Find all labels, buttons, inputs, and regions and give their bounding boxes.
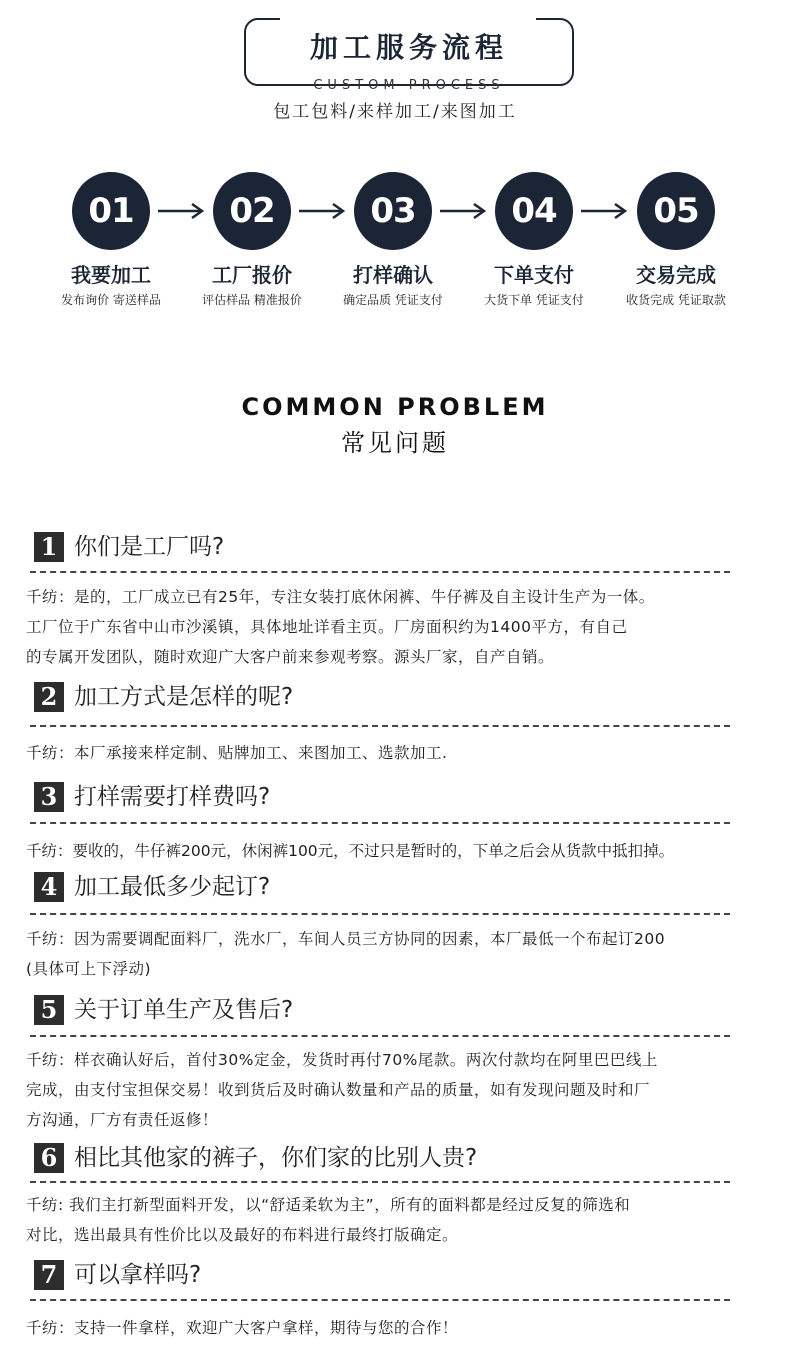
step-desc-1: 发布询价 寄送样品	[61, 293, 161, 307]
faq-item-6	[26, 1143, 774, 1250]
dashed-divider	[30, 1035, 730, 1037]
step-number-1: 01	[72, 172, 150, 250]
faq-question: 加工方式是怎样的呢?	[74, 684, 294, 710]
arrow-right-icon	[581, 200, 629, 222]
faq-item-4	[26, 872, 774, 984]
step-number-3: 03	[354, 172, 432, 250]
faq-item-3	[26, 782, 774, 866]
faq-item-1	[26, 532, 774, 672]
faq-answer	[26, 738, 774, 768]
faq-number-badge: 7	[34, 1260, 64, 1290]
step-title-2: 工厂报价	[212, 263, 292, 287]
faq-answer-line: (具体可上下浮动)	[26, 960, 152, 978]
dashed-divider	[30, 913, 730, 915]
step-title-5: 交易完成	[636, 263, 716, 287]
faq-answer-line: 千纺：是的，工厂成立已有25年，专注女装打底休闲裤、牛仔裤及自主设计生产为一体。	[26, 588, 655, 606]
faq-number-badge: 5	[34, 995, 64, 1025]
step-desc-3: 确定品质 凭证支付	[343, 293, 443, 307]
faq-answer-line: 千纺：本厂承接来样定制、贴牌加工、来图加工、选款加工.	[26, 744, 448, 762]
faq-question-row	[26, 782, 774, 816]
step-desc-2: 评估样品 精准报价	[202, 293, 302, 307]
dashed-divider	[30, 725, 730, 727]
faq-question-row	[26, 995, 774, 1029]
common-problem-title-cn: 常见问题	[341, 429, 449, 457]
faq-answer-line: 对比，选出最具有性价比以及最好的布料进行最终打版确定。	[26, 1226, 459, 1244]
arrow-right-icon	[299, 200, 347, 222]
faq-number-badge: 6	[34, 1143, 64, 1173]
faq-item-2	[26, 682, 774, 768]
faq-answer-line: 工厂位于广东省中山市沙溪镇，具体地址详看主页。厂房面积约为1400平方，有自己	[26, 618, 628, 636]
faq-question-row	[26, 532, 774, 566]
faq-answer	[26, 1045, 774, 1135]
faq-question: 加工最低多少起订?	[74, 874, 271, 900]
process-title: 加工服务流程	[309, 31, 508, 64]
faq-question-row	[26, 682, 774, 716]
faq-answer-line: 的专属开发团队，随时欢迎广大客户前来参观考察。源头厂家，自产自销。	[26, 648, 555, 666]
faq-answer-line: 千纺: 我们主打新型面料开发，以“舒适柔软为主”，所有的面料都是经过反复的筛选和	[26, 1196, 631, 1214]
faq-question-row	[26, 1143, 774, 1177]
faq-number-badge: 3	[34, 782, 64, 812]
faq-number-badge: 2	[34, 682, 64, 712]
faq-item-7	[26, 1260, 774, 1343]
process-header	[244, 18, 572, 93]
step-title-4: 下单支付	[494, 263, 574, 287]
step-number-2: 02	[213, 172, 291, 250]
step-number-5: 05	[637, 172, 715, 250]
dashed-divider	[30, 822, 730, 824]
faq-answer-line: 千纺：因为需要调配面料厂，洗水厂，车间人员三方协同的因素，本厂最低一个布起订200	[26, 930, 666, 948]
faq-answer-line: 千纺：支持一件拿样，欢迎广大客户拿样，期待与您的合作！	[26, 1319, 459, 1337]
common-problem-title-en: COMMON PROBLEM	[241, 393, 549, 421]
process-tagline: 包工包料/来样加工/来图加工	[273, 102, 517, 122]
faq-answer	[26, 1190, 774, 1250]
dashed-divider	[30, 571, 730, 573]
faq-answer-line: 千纺：样衣确认好后，首付30%定金，发货时再付70%尾款。两次付款均在阿里巴巴线上	[26, 1051, 658, 1069]
faq-question-row	[26, 872, 774, 906]
faq-answer-line: 方沟通，厂方有责任返修！	[26, 1111, 219, 1129]
arrow-right-icon	[440, 200, 488, 222]
dashed-divider	[30, 1181, 730, 1183]
faq-question-row	[26, 1260, 774, 1294]
faq-number-badge: 1	[34, 532, 64, 562]
step-title-3: 打样确认	[353, 263, 433, 287]
step-number-4: 04	[495, 172, 573, 250]
faq-question: 打样需要打样费吗?	[74, 784, 271, 810]
faq-answer-line: 千纺：要收的，牛仔裤200元，休闲裤100元，不过只是暂时的，下单之后会从货款中抵扣掉。	[26, 842, 675, 860]
faq-question: 关于订单生产及售后?	[74, 997, 294, 1023]
faq-answer	[26, 924, 774, 984]
step-desc-4: 大货下单 凭证支付	[484, 293, 584, 307]
faq-answer	[26, 1313, 774, 1343]
faq-answer	[26, 582, 774, 672]
arrow-right-icon	[158, 200, 206, 222]
dashed-divider	[30, 1299, 730, 1301]
step-title-1: 我要加工	[71, 263, 151, 287]
step-desc-5: 收货完成 凭证取款	[626, 293, 726, 307]
faq-item-5	[26, 995, 774, 1135]
faq-number-badge: 4	[34, 872, 64, 902]
faq-question: 可以拿样吗?	[74, 1262, 202, 1288]
faq-question: 你们是工厂吗?	[74, 534, 225, 560]
process-subtitle-en: CUSTOM PROCESS	[313, 78, 505, 93]
faq-answer	[26, 836, 774, 866]
faq-question: 相比其他家的裤子，你们家的比别人贵?	[74, 1145, 478, 1171]
faq-answer-line: 完成，由支付宝担保交易！收到货后及时确认数量和产品的质量，如有发现问题及时和厂	[26, 1081, 651, 1099]
